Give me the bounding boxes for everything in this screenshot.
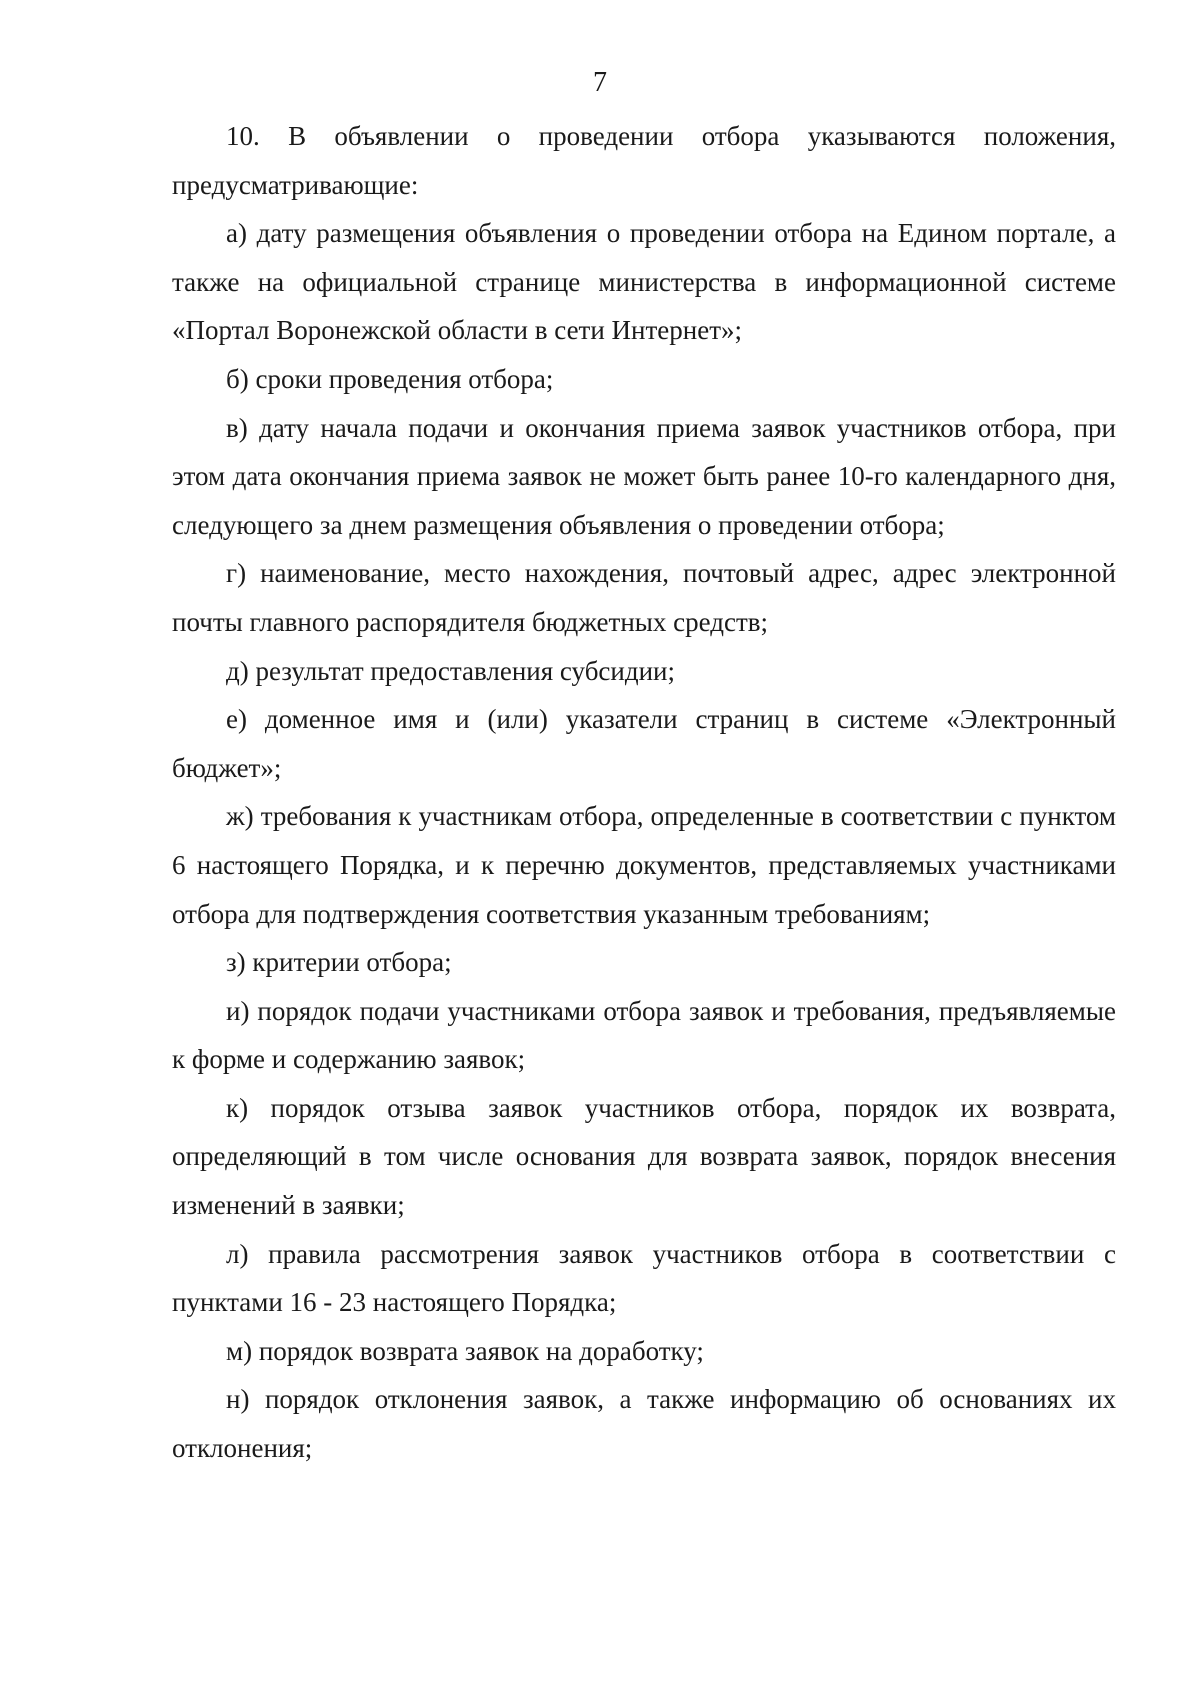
- paragraph-item-i: и) порядок подачи участниками отбора заявок и требования, предъявляемые к форме и содержанию заявок;: [172, 995, 1116, 1075]
- paragraph-item-a: а) дату размещения объявления о проведении отбора на Едином портале, а также на официальной странице министерства в информационной системе «Портал Воронежской области в сети Интернет»;: [172, 218, 1116, 346]
- paragraph-item-e: е) доменное имя и (или) указатели страниц в системе «Электронный бюджет»;: [172, 704, 1116, 783]
- paragraph-10-intro: 10. В объявлении о проведении отбора указываются положения, предусматривающие:: [172, 121, 1116, 200]
- paragraph-item-z: з) критерии отбора;: [226, 947, 452, 978]
- paragraph-item-l: л) правила рассмотрения заявок участников отбора в соответствии с пунктами 16 - 23 настоящего Порядка;: [172, 1238, 1116, 1318]
- document-body: [172, 112, 1116, 1473]
- paragraph-item-n: н) порядок отклонения заявок, а также информацию об основаниях их отклонения;: [172, 1384, 1116, 1464]
- paragraph-item-zh: ж) требования к участникам отбора, определенные в соответствии с пунктом 6 настоящего Порядка, и к перечню документов, представляемых участниками отбора для подтверждения соответствия указанным требованиям;: [172, 801, 1116, 929]
- paragraph-item-d: д) результат предоставления субсидии;: [226, 655, 676, 686]
- paragraph-item-g: г) наименование, место нахождения, почтовый адрес, адрес электронной почты главного распорядителя бюджетных средств;: [172, 558, 1116, 637]
- paragraph-item-v: в) дату начала подачи и окончания приема заявок участников отбора, при этом дата окончания приема заявок не может быть ранее 10-го календарного дня, следующего за днем размещения объявления о проведении отбора;: [172, 412, 1116, 540]
- page-number: 7: [593, 67, 607, 98]
- paragraph-item-b: б) сроки проведения отбора;: [226, 363, 554, 394]
- paragraph-item-k: к) порядок отзыва заявок участников отбора, порядок их возврата, определяющий в том числе основания для возврата заявок, порядок внесения изменений в заявки;: [172, 1092, 1116, 1221]
- paragraph-item-m: м) порядок возврата заявок на доработку;: [226, 1335, 704, 1366]
